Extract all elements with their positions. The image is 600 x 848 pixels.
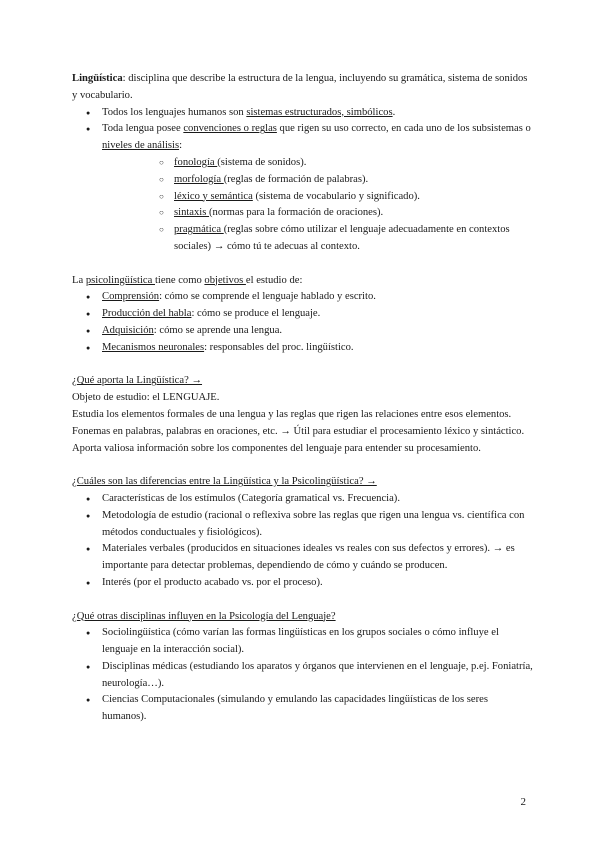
- levels-list: [102, 155, 534, 256]
- list-item: ● Disciplinas médicas (estudiando los aparatos y órganos que intervienen en el lenguaje, p.ej. Foniatría, neurología…).: [72, 659, 534, 693]
- list-item: ● Producción del habla: cómo se produce el lenguaje.: [72, 306, 534, 323]
- list-item: ● Toda lengua posee convenciones o reglas que rigen su uso correcto, en cada uno de los subsistemas o niveles de análisis: ○ fonología (sistema de sonidos). ○ morfología (reglas de formación de palabras). ○ léxico y semántica (sistema de vocabulario y significado). ○ sintaxis (normas para la formación de oraciones). ○ pragmática (reglas sobre cómo utilizar el lenguaje adecuadamente en contextos sociales) → cómo tú te adecuas al contexto.: [72, 121, 534, 255]
- list-item: ● Interés (por el producto acabado vs. por el proceso).: [72, 575, 534, 592]
- list-item: ● Adquisición: cómo se aprende una lengua.: [72, 323, 534, 340]
- list-item: ● Mecanismos neuronales: responsables del proc. lingüístico.: [72, 340, 534, 357]
- question-aporta: ¿Qué aporta la Lingüística? →: [72, 375, 203, 387]
- level-item: ○ pragmática (reglas sobre cómo utilizar el lenguaje adecuadamente en contextos sociales) → cómo tú te adecuas al contexto.: [102, 222, 534, 256]
- list-item: ● Metodología de estudio (racional o reflexiva sobre las reglas que rigen una lengua vs. científica con métodos conductuales y fisiológicos).: [72, 508, 534, 542]
- list-item: ● Características de los estímulos (Categoría gramatical vs. Frecuencia).: [72, 491, 534, 508]
- level-item: ○ léxico y semántica (sistema de vocabulario y significado).: [102, 189, 534, 206]
- list-item: ● Comprensión: cómo se comprende el lenguaje hablado y escrito.: [72, 289, 534, 306]
- disciplinas-list: [72, 625, 534, 726]
- text-line: Estudia los elementos formales de una lengua y las reglas que rigen las relaciones entre esos elementos.: [72, 408, 512, 420]
- level-item: ○ sintaxis (normas para la formación de oraciones).: [102, 205, 534, 222]
- level-item: ○ morfología (reglas de formación de palabras).: [102, 172, 534, 189]
- psico-list: [72, 289, 534, 356]
- list-item: ● Materiales verbales (producidos en situaciones ideales vs reales con sus defectos y errores). → es importante para detectar problemas, dependiendo de cómo y cuándo se producen.: [72, 541, 534, 575]
- question-disciplinas: ¿Qué otras disciplinas influyen en la Psicología del Lenguaje?: [72, 610, 336, 622]
- intro-list: [72, 105, 534, 256]
- page-number: 2: [520, 796, 526, 808]
- psico-paragraph: La psicolingüística tiene como objetivos el estudio de:: [72, 274, 303, 286]
- text-line: Fonemas en palabras, palabras en oraciones, etc. → Útil para estudiar el procesamiento léxico y sintáctico.: [72, 425, 525, 437]
- text-line: Objeto de estudio: el LENGUAJE.: [72, 392, 220, 404]
- list-item: ● Sociolingüística (cómo varían las formas lingüísticas en los grupos sociales o cómo influye el lenguaje en la interacción social).: [72, 625, 534, 659]
- list-item: ● Todos los lenguajes humanos son sistemas estructurados, simbólicos.: [72, 105, 534, 122]
- intro-paragraph: Lingüística: disciplina que describe la estructura de la lengua, incluyendo su gramática, sistema de sonidos y vocabulario.: [72, 73, 528, 101]
- text-line: Aporta valiosa información sobre los componentes del lenguaje para entender su procesamiento.: [72, 442, 481, 454]
- document-page: [72, 71, 534, 726]
- term-linguistica: Lingüística: [72, 73, 123, 84]
- level-item: ○ fonología (sistema de sonidos).: [102, 155, 534, 172]
- diferencias-list: [72, 491, 534, 592]
- question-diferencias: ¿Cuáles son las diferencias entre la Lingüística y la Psicolingüística? →: [72, 476, 377, 488]
- list-item: ● Ciencias Computacionales (simulando y emulando las capacidades lingüísticas de los seres humanos).: [72, 692, 534, 726]
